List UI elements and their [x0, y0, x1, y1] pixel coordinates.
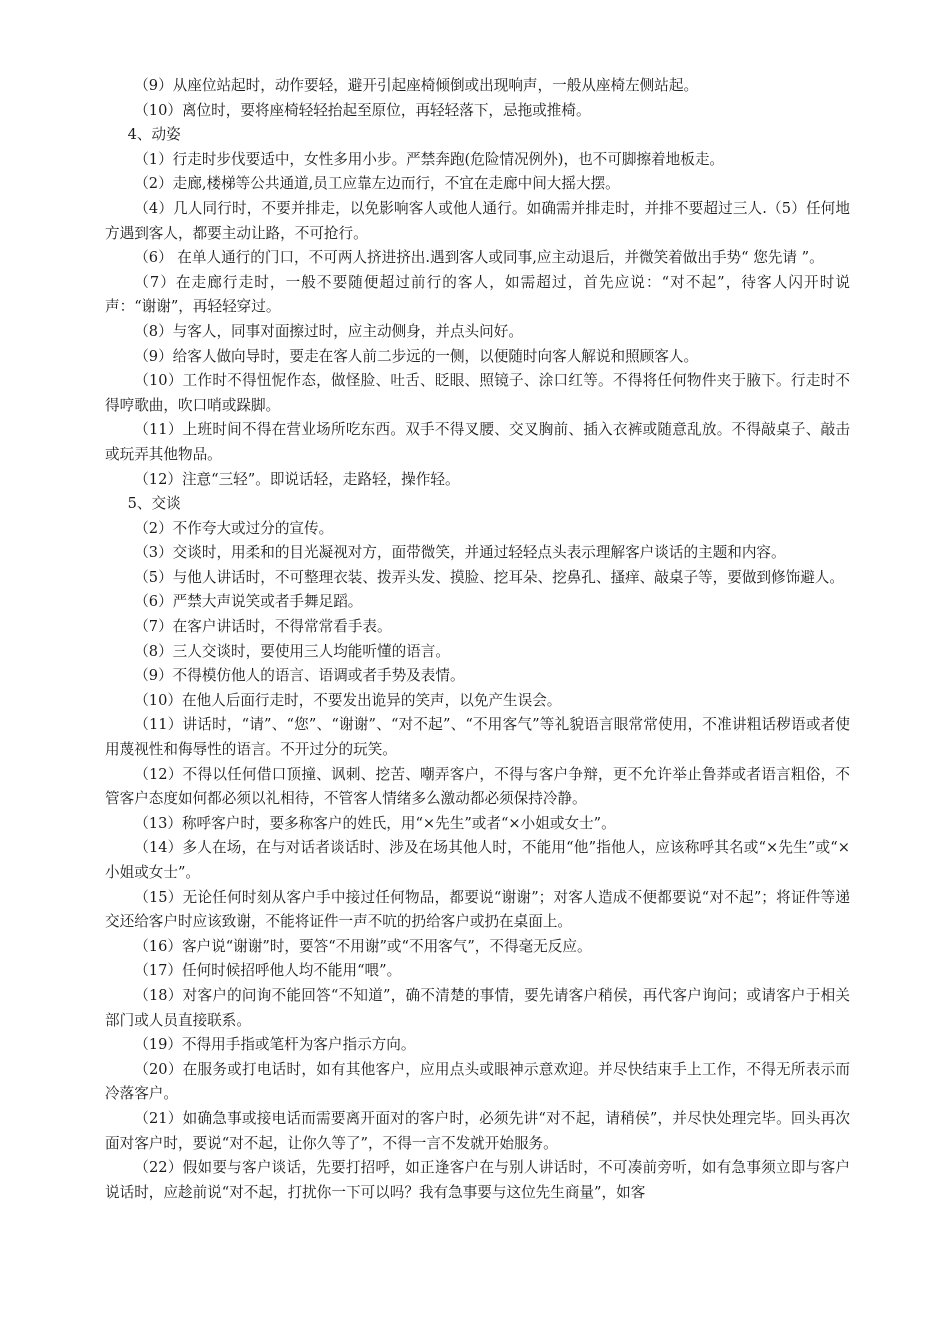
list-item: （11）讲话时，“请”、“您”、“谢谢”、“对不起”、“不用客气”等礼貌语言眼常常使用，不准讲粗话秽语或者使用蔑视性和侮辱性的语言。不开过分的玩笑。 [105, 716, 850, 759]
list-item: （18）对客户的问询不能回答“不知道”，确不清楚的事情，要先请客户稍侯，再代客户询问；或请客户于相关部门或人员直接联系。 [105, 986, 850, 1029]
list-item: （13）称呼客户时，要多称客户的姓氏，用“×先生”或者“×小姐或女士”。 [134, 814, 616, 832]
list-item: （15）无论任何时刻从客户手中接过任何物品，都要说“谢谢”；对客人造成不便都要说“对不起”；将证件等递交还给客户时应该致谢，不能将证件一声不吭的扔给客户或扔在桌面上。 [105, 888, 850, 931]
list-item: （8）与客人，同事对面擦过时，应主动侧身，并点头问好。 [134, 322, 523, 340]
list-item: （2）走廊,楼梯等公共通道,员工应靠左边而行，不宜在走廊中间大摇大摆。 [134, 175, 620, 193]
list-item: （9）给客人做向导时，要走在客人前二步远的一侧，以便随时向客人解说和照顾客人。 [134, 347, 699, 365]
list-item: （4）几人同行时，不要并排走，以免影响客人或他人通行。如确需并排走时，并排不要超过三人.（5）任何地方遇到客人，都要主动让路，不可抢行。 [105, 199, 850, 242]
document-body [105, 74, 850, 1205]
list-item: （5）与他人讲话时，不可整理衣装、拨弄头发、摸脸、挖耳朵、挖鼻孔、搔痒、敲桌子等，要做到修饰避人。 [134, 568, 844, 586]
list-item: （10）工作时不得忸怩作态，做怪脸、吐舌、眨眼、照镜子、涂口红等。不得将任何物件夹于腋下。行走时不得哼歌曲，吹口哨或跺脚。 [105, 372, 850, 414]
list-item: （9）从座位站起时，动作要轻，避开引起座椅倾倒或出现响声，一般从座椅左侧站起。 [134, 77, 699, 94]
list-item: （6） 在单人通行的门口，不可两人挤进挤出.遇到客人或同事,应主动退后，并微笑着做出手势“ 您先请 ”。 [134, 249, 824, 267]
list-item: （12）注意“三轻”。即说话轻，走路轻，操作轻。 [134, 470, 460, 488]
section-heading: 5、交谈 [127, 495, 181, 513]
list-item: （16）客户说“谢谢”时，要答“不用谢”或“不用客气”，不得毫无反应。 [134, 937, 592, 955]
list-item: （9）不得模仿他人的语言、语调或者手势及表情。 [134, 667, 465, 685]
list-item: （19）不得用手指或笔杆为客户指示方向。 [134, 1036, 416, 1054]
list-item: （2）不作夸大或过分的宣传。 [134, 519, 334, 537]
list-item: （17）任何时候招呼他人均不能用“喂”。 [134, 962, 402, 980]
list-item: （1）行走时步伐要适中，女性多用小步。严禁奔跑(危险情况例外)，也不可脚擦着地板走。 [134, 150, 725, 168]
list-item: （22）假如要与客户谈话，先要打招呼，如正逢客户在与别人讲话时，不可凑前旁听，如有急事须立即与客户说话时，应趁前说“对不起，打扰你一下可以吗？我有急事要与这位先生商量”，如客 [105, 1159, 850, 1201]
list-item: （3）交谈时，用柔和的目光凝视对方，面带微笑，并通过轻轻点头表示理解客户谈话的主题和内容。 [134, 544, 786, 562]
list-item: （11）上班时间不得在营业场所吃东西。双手不得叉腰、交叉胸前、插入衣裤或随意乱放。不得敲桌子、敲击或玩弄其他物品。 [105, 421, 850, 463]
list-item: （8）三人交谈时，要使用三人均能听懂的语言。 [134, 642, 450, 660]
list-item: （6）严禁大声说笑或者手舞足蹈。 [134, 593, 363, 611]
list-item: （10）在他人后面行走时，不要发出诡异的笑声，以免产生误会。 [134, 691, 562, 709]
section-heading: 4、动姿 [127, 126, 181, 144]
list-item: （14）多人在场，在与对话者谈话时、涉及在场其他人时，不能用“他”指他人，应该称呼其名或“×先生”或“×小姐或女士”。 [105, 839, 850, 881]
list-item: （10）离位时，要将座椅轻轻抬起至原位，再轻轻落下，忌拖或推椅。 [134, 101, 591, 119]
list-item: （21）如确急事或接电话而需要离开面对的客户时，必须先讲“对不起，请稍侯”，并尽快处理完毕。回头再次面对客户时，要说“对不起，让你久等了”，不得一言不发就开始服务。 [105, 1109, 850, 1152]
list-item: （12）不得以任何借口顶撞、讽刺、挖苦、嘲弄客户，不得与客户争辩，更不允许举止鲁莽或者语言粗俗，不管客户态度如何都必须以礼相待，不管客人情绪多么激动都必须保持冷静。 [105, 765, 850, 808]
list-item: （7）在走廊行走时，一般不要随便超过前行的客人，如需超过，首先应说：“对不起”，待客人闪开时说声：“谢谢”，再轻轻穿过。 [105, 273, 850, 316]
list-item: （20）在服务或打电话时，如有其他客户，应用点头或眼神示意欢迎。并尽快结束手上工作，不得无所表示而冷落客户。 [105, 1060, 850, 1103]
list-item: （7）在客户讲话时，不得常常看手表。 [134, 618, 392, 636]
